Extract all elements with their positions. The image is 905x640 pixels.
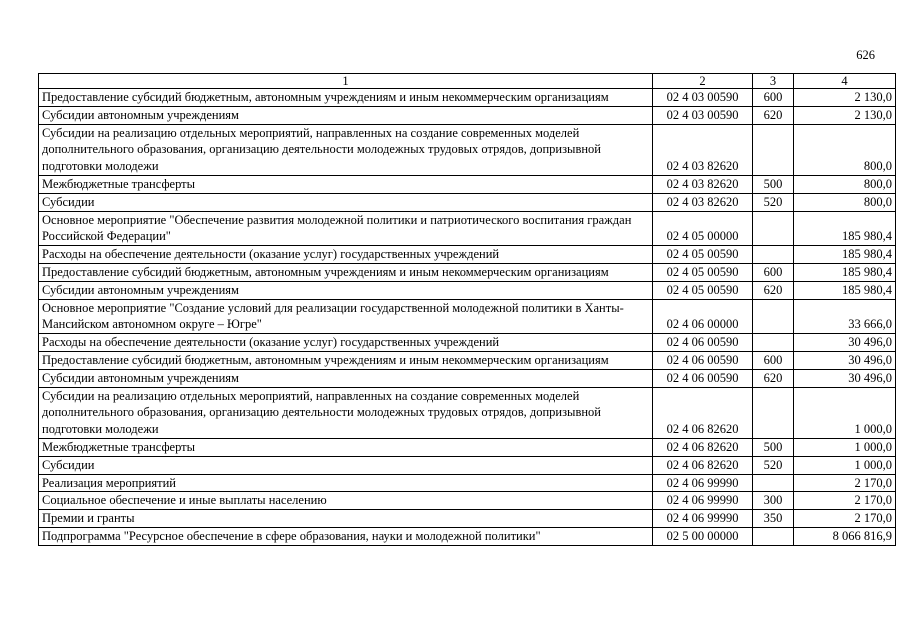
- row-code-cell: 02 4 03 82620: [653, 124, 753, 175]
- row-amount-cell: 30 496,0: [794, 351, 896, 369]
- row-code-cell: 02 4 06 99990: [653, 510, 753, 528]
- row-type-cell: 600: [753, 89, 794, 107]
- table-row: [39, 334, 896, 352]
- row-name-cell: Субсидии на реализацию отдельных мероприятий, направленных на создание современных моделей дополнительного образования, организацию деятельности молодежных трудовых отрядов, допризывной подготовки молодежи: [39, 387, 653, 438]
- row-amount-cell: 185 980,4: [794, 211, 896, 246]
- row-type-cell: 600: [753, 351, 794, 369]
- row-type-cell: 520: [753, 456, 794, 474]
- row-name-cell: Субсидии автономным учреждениям: [39, 369, 653, 387]
- row-code-cell: 02 4 06 00590: [653, 334, 753, 352]
- row-type-cell: [753, 299, 794, 334]
- row-type-cell: [753, 474, 794, 492]
- row-name-cell: Предоставление субсидий бюджетным, автономным учреждениям и иным некоммерческим организациям: [39, 351, 653, 369]
- row-type-cell: [753, 387, 794, 438]
- row-amount-cell: 2 130,0: [794, 89, 896, 107]
- row-type-cell: 300: [753, 492, 794, 510]
- row-type-cell: 350: [753, 510, 794, 528]
- row-type-cell: 500: [753, 438, 794, 456]
- row-code-cell: 02 4 06 00590: [653, 351, 753, 369]
- table-row: [39, 369, 896, 387]
- row-code-cell: 02 4 03 00590: [653, 89, 753, 107]
- row-code-cell: 02 4 05 00590: [653, 281, 753, 299]
- row-amount-cell: 800,0: [794, 193, 896, 211]
- table-row: [39, 89, 896, 107]
- row-name-cell: Межбюджетные трансферты: [39, 438, 653, 456]
- header-col-2: 2: [653, 74, 753, 89]
- row-type-cell: 520: [753, 193, 794, 211]
- row-amount-cell: 185 980,4: [794, 246, 896, 264]
- row-amount-cell: 2 170,0: [794, 492, 896, 510]
- row-type-cell: 620: [753, 369, 794, 387]
- row-type-cell: 500: [753, 175, 794, 193]
- row-amount-cell: 1 000,0: [794, 456, 896, 474]
- row-type-cell: 620: [753, 106, 794, 124]
- header-col-1: 1: [39, 74, 653, 89]
- row-name-cell: Субсидии автономным учреждениям: [39, 281, 653, 299]
- row-name-cell: Подпрограмма "Ресурсное обеспечение в сфере образования, науки и молодежной политики": [39, 527, 653, 545]
- table-row: [39, 492, 896, 510]
- row-code-cell: 02 4 06 82620: [653, 387, 753, 438]
- row-type-cell: [753, 527, 794, 545]
- row-name-cell: Предоставление субсидий бюджетным, автономным учреждениям и иным некоммерческим организациям: [39, 89, 653, 107]
- header-col-3: 3: [753, 74, 794, 89]
- row-name-cell: Предоставление субсидий бюджетным, автономным учреждениям и иным некоммерческим организациям: [39, 263, 653, 281]
- row-code-cell: 02 5 00 00000: [653, 527, 753, 545]
- row-code-cell: 02 4 06 00000: [653, 299, 753, 334]
- row-amount-cell: 185 980,4: [794, 263, 896, 281]
- row-code-cell: 02 4 03 00590: [653, 106, 753, 124]
- row-type-cell: [753, 246, 794, 264]
- table-row: [39, 351, 896, 369]
- row-amount-cell: 2 170,0: [794, 510, 896, 528]
- table-row: [39, 211, 896, 246]
- row-name-cell: Премии и гранты: [39, 510, 653, 528]
- row-name-cell: Субсидии на реализацию отдельных мероприятий, направленных на создание современных моделей дополнительного образования, организацию деятельности молодежных трудовых отрядов, допризывной подготовки молодежи: [39, 124, 653, 175]
- row-name-cell: Межбюджетные трансферты: [39, 175, 653, 193]
- row-name-cell: Реализация мероприятий: [39, 474, 653, 492]
- row-name-cell: Субсидии: [39, 456, 653, 474]
- row-code-cell: 02 4 05 00590: [653, 263, 753, 281]
- table-header-row: [39, 74, 896, 89]
- row-name-cell: Субсидии автономным учреждениям: [39, 106, 653, 124]
- row-code-cell: 02 4 06 00590: [653, 369, 753, 387]
- row-amount-cell: 800,0: [794, 124, 896, 175]
- table-row: [39, 387, 896, 438]
- table-row: [39, 175, 896, 193]
- row-code-cell: 02 4 06 82620: [653, 456, 753, 474]
- row-amount-cell: 1 000,0: [794, 438, 896, 456]
- table-row: [39, 124, 896, 175]
- row-name-cell: Расходы на обеспечение деятельности (оказание услуг) государственных учреждений: [39, 246, 653, 264]
- row-code-cell: 02 4 06 99990: [653, 492, 753, 510]
- row-type-cell: [753, 211, 794, 246]
- table-row: [39, 281, 896, 299]
- row-name-cell: Основное мероприятие "Создание условий для реализации государственной молодежной политики в Ханты-Мансийском автономном округе – Югре": [39, 299, 653, 334]
- budget-table: [38, 73, 896, 546]
- row-name-cell: Социальное обеспечение и иные выплаты населению: [39, 492, 653, 510]
- row-name-cell: Субсидии: [39, 193, 653, 211]
- table-row: [39, 527, 896, 545]
- row-type-cell: [753, 334, 794, 352]
- table-row: [39, 438, 896, 456]
- header-col-4: 4: [794, 74, 896, 89]
- row-amount-cell: 30 496,0: [794, 334, 896, 352]
- table-row: [39, 193, 896, 211]
- table-row: [39, 510, 896, 528]
- row-amount-cell: 33 666,0: [794, 299, 896, 334]
- row-amount-cell: 2 170,0: [794, 474, 896, 492]
- table-row: [39, 246, 896, 264]
- table-row: [39, 299, 896, 334]
- row-name-cell: Расходы на обеспечение деятельности (оказание услуг) государственных учреждений: [39, 334, 653, 352]
- table-row: [39, 106, 896, 124]
- row-type-cell: 620: [753, 281, 794, 299]
- row-code-cell: 02 4 03 82620: [653, 193, 753, 211]
- row-code-cell: 02 4 05 00000: [653, 211, 753, 246]
- row-code-cell: 02 4 06 82620: [653, 438, 753, 456]
- table-row: [39, 263, 896, 281]
- table-row: [39, 474, 896, 492]
- row-type-cell: [753, 124, 794, 175]
- row-code-cell: 02 4 05 00590: [653, 246, 753, 264]
- row-code-cell: 02 4 03 82620: [653, 175, 753, 193]
- row-type-cell: 600: [753, 263, 794, 281]
- row-name-cell: Основное мероприятие "Обеспечение развития молодежной политики и патриотического воспитания граждан Российской Федерации": [39, 211, 653, 246]
- table-row: [39, 456, 896, 474]
- row-amount-cell: 800,0: [794, 175, 896, 193]
- page-number: 626: [856, 48, 875, 62]
- row-amount-cell: 1 000,0: [794, 387, 896, 438]
- row-amount-cell: 30 496,0: [794, 369, 896, 387]
- row-amount-cell: 2 130,0: [794, 106, 896, 124]
- row-amount-cell: 185 980,4: [794, 281, 896, 299]
- row-code-cell: 02 4 06 99990: [653, 474, 753, 492]
- row-amount-cell: 8 066 816,9: [794, 527, 896, 545]
